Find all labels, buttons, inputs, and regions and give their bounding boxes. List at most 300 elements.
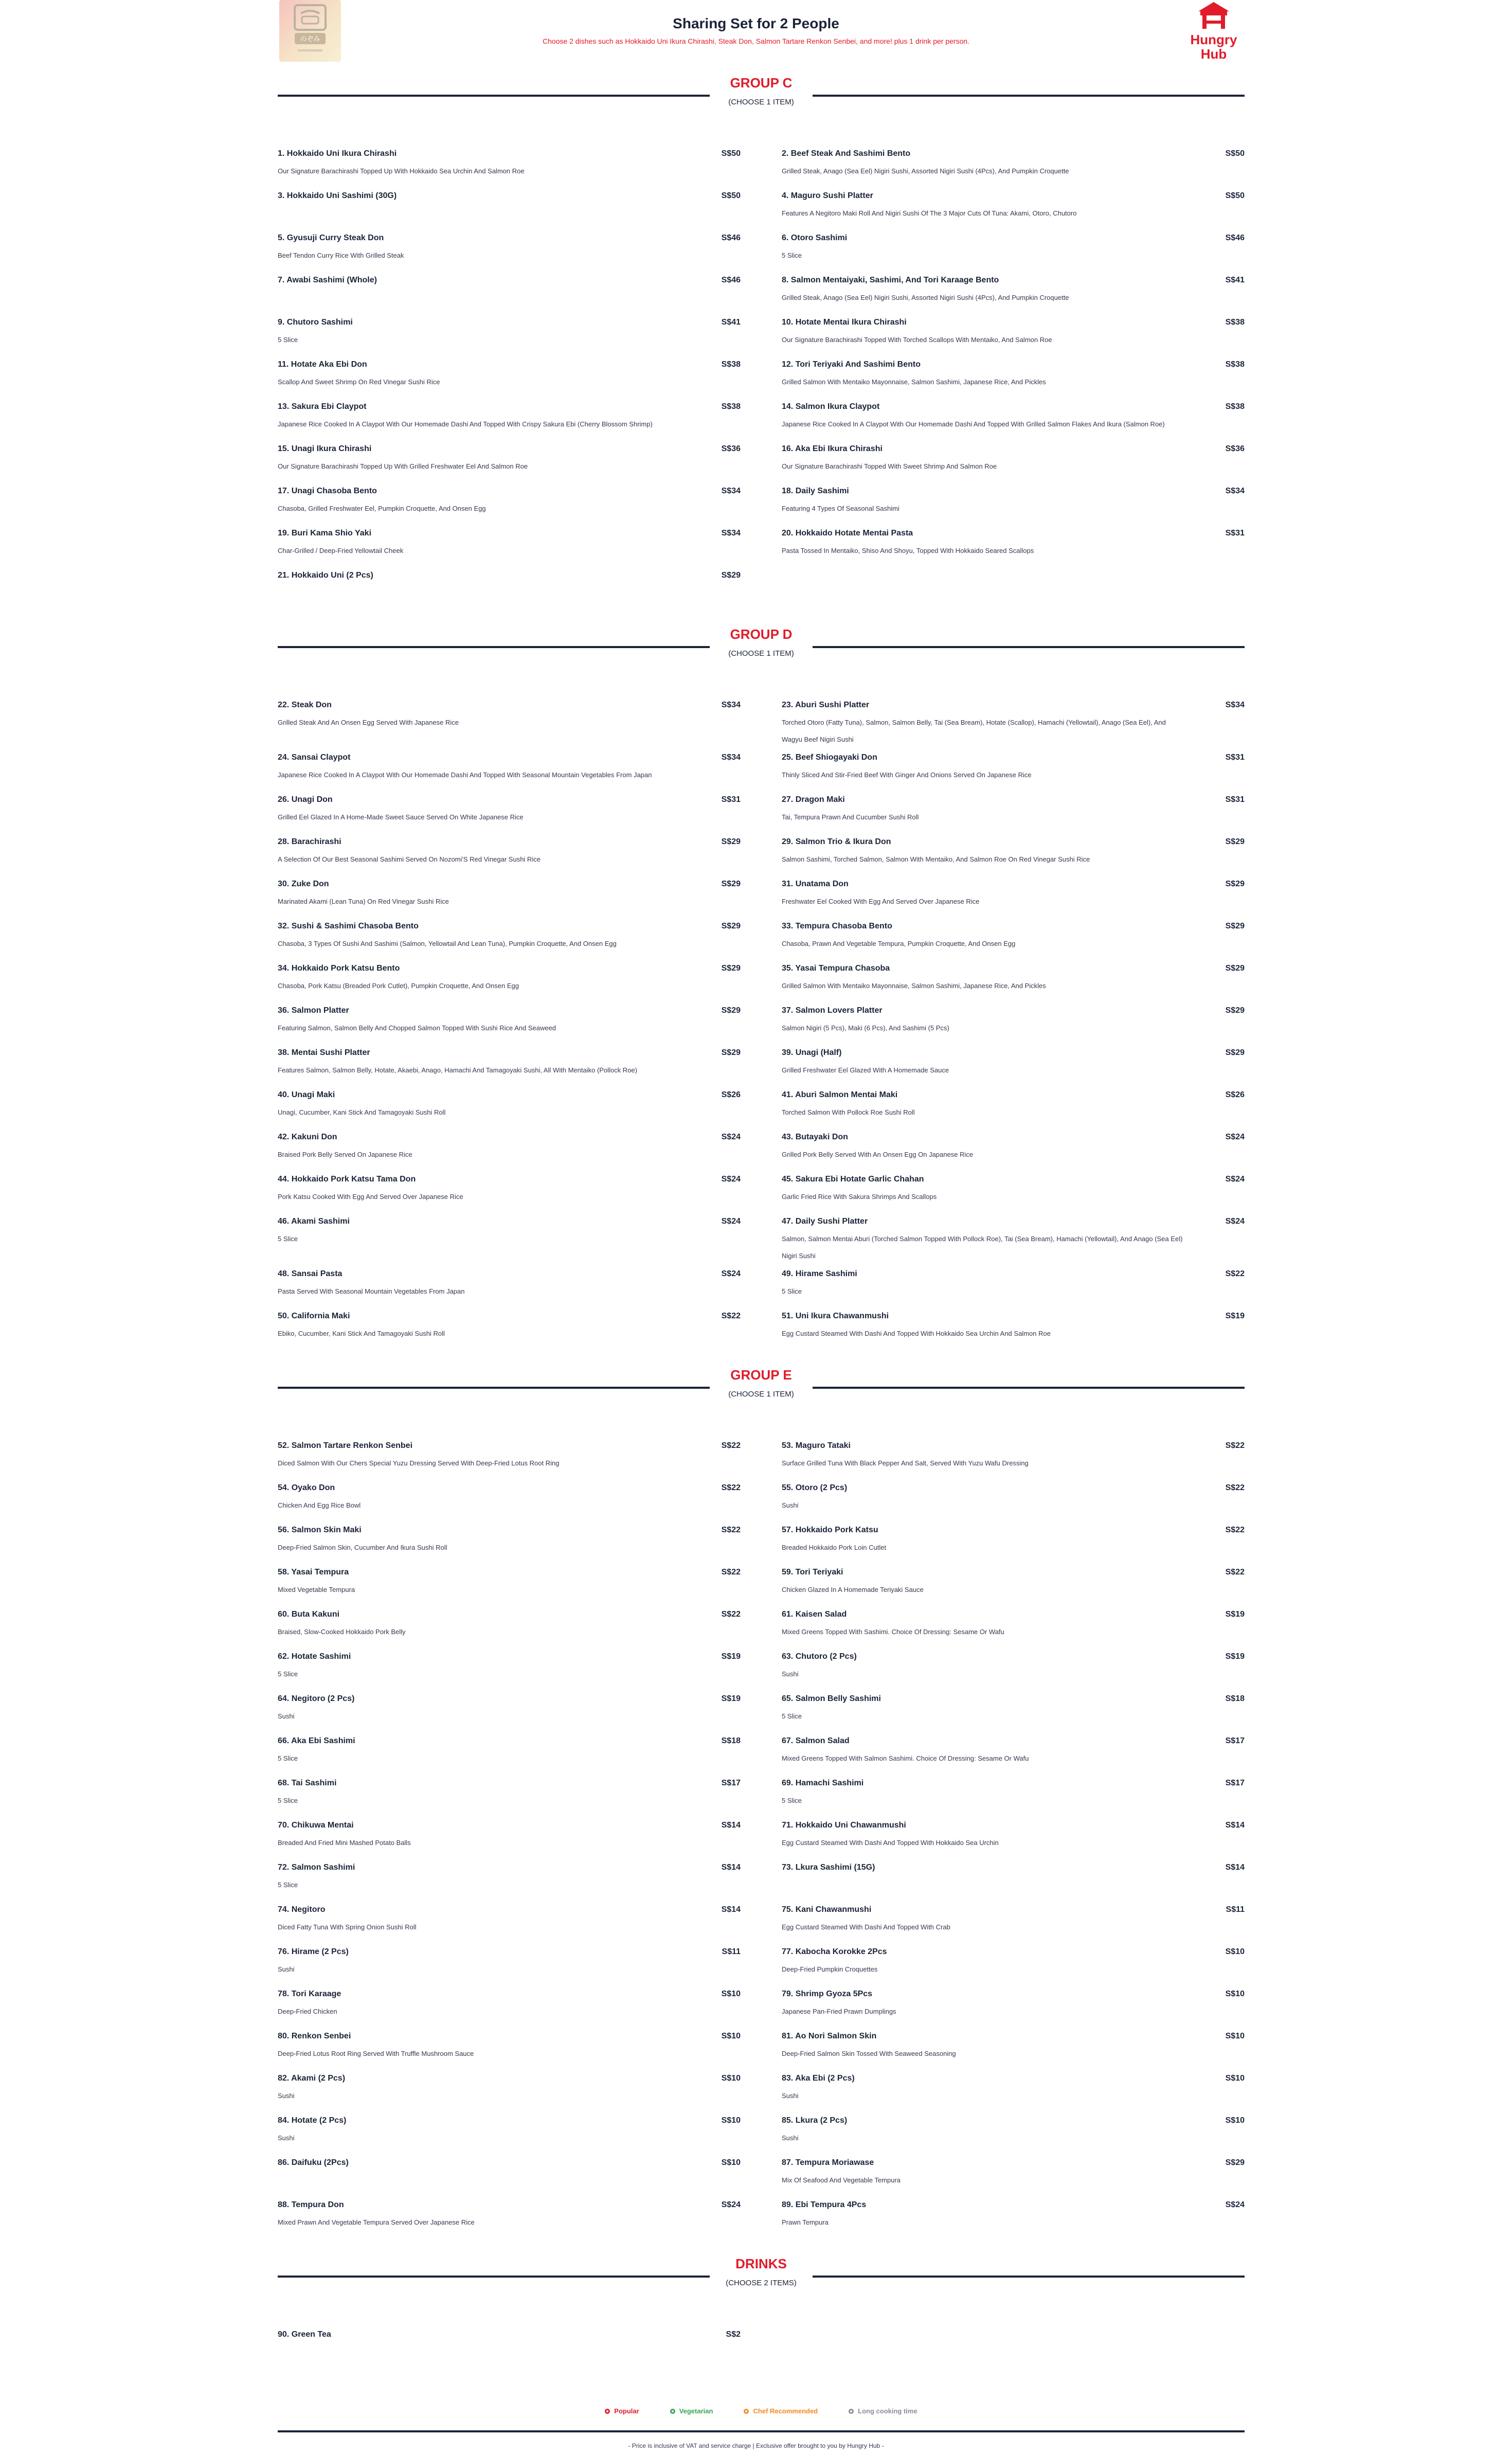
menu-item-name: 77. Kabocha Korokke 2Pcs: [782, 1947, 887, 1956]
menu-item: [278, 1779, 741, 1821]
menu-item-description: Beef Tendon Curry Rice With Grilled Steak: [278, 252, 404, 259]
menu-item-price: S$11: [1226, 1905, 1245, 1914]
menu-item-description: Salmon Nigiri (5 Pcs), Maki (6 Pcs), And Sashimi (5 Pcs): [782, 1024, 949, 1032]
menu-item-price: S$29: [721, 922, 741, 930]
menu-item-price: S$41: [721, 318, 741, 327]
menu-item-description: Grilled Steak, Anago (Sea Eel) Nigiri Sushi, Assorted Nigiri Sushi (4Pcs), And Pumpkin Croquette: [782, 294, 1069, 301]
menu-item-name: 83. Aka Ebi (2 Pcs): [782, 2074, 855, 2083]
menu-item-name: 34. Hokkaido Pork Katsu Bento: [278, 964, 400, 973]
menu-item-description: Deep-Fried Chicken: [278, 2008, 337, 2015]
menu-item: [278, 1821, 741, 1863]
menu-item-price: S$34: [721, 487, 741, 495]
menu-item: [782, 1312, 1245, 1354]
menu-item-description: Pasta Served With Seasonal Mountain Vegetables From Japan: [278, 1287, 465, 1295]
page-subtitle: Choose 2 dishes such as Hokkaido Uni Ikura Chirashi, Steak Don, Salmon Tartare Renkon Senbei, and more! plus 1 drink per person.: [542, 37, 970, 45]
menu-item-price: S$29: [1225, 964, 1245, 973]
menu-item: [782, 1175, 1245, 1217]
menu-item: [278, 1269, 741, 1312]
menu-item-name: 47. Daily Sushi Platter: [782, 1217, 868, 1226]
menu-item-name: 33. Tempura Chasoba Bento: [782, 922, 892, 930]
menu-item: [278, 149, 741, 191]
menu-item-name: 42. Kakuni Don: [278, 1133, 337, 1141]
menu-item-name: 13. Sakura Ebi Claypot: [278, 402, 367, 411]
menu-item-description: Sushi: [278, 2134, 295, 2142]
menu-item: [782, 1905, 1245, 1947]
menu-item: [782, 880, 1245, 922]
menu-item-price: S$19: [721, 1652, 741, 1661]
menu-item: [278, 1905, 741, 1947]
menu-item-description: Prawn Tempura: [782, 2218, 829, 2226]
menu-item: [278, 922, 741, 964]
menu-item-description: 5 Slice: [782, 1287, 802, 1295]
menu-item-name: 61. Kaisen Salad: [782, 1610, 847, 1619]
menu-item: [782, 1990, 1245, 2032]
menu-item-description: Grilled Salmon With Mentaiko Mayonnaise, Salmon Sashimi, Japanese Rice, And Pickles: [782, 378, 1046, 386]
menu-item: [278, 1652, 741, 1694]
menu-item-description: Grilled Steak, Anago (Sea Eel) Nigiri Sushi, Assorted Nigiri Sushi (4Pcs), And Pumpkin Croquette: [782, 167, 1069, 175]
menu-item-price: S$34: [721, 701, 741, 709]
menu-item: [782, 1526, 1245, 1568]
menu-item-name: 27. Dragon Maki: [782, 795, 845, 804]
menu-item-price: S$36: [1225, 444, 1245, 453]
menu-item: [782, 1441, 1245, 1483]
legend-label: Popular: [614, 2407, 639, 2415]
menu-item-description: 5 Slice: [782, 1712, 802, 1720]
menu-item-price: S$29: [721, 1006, 741, 1015]
menu-item-name: 65. Salmon Belly Sashimi: [782, 1694, 881, 1703]
menu-item-price: S$18: [1225, 1694, 1245, 1703]
menu-item-price: S$22: [1225, 1441, 1245, 1450]
menu-item-name: 30. Zuke Don: [278, 880, 329, 888]
menu-item-price: S$24: [721, 1217, 741, 1226]
menu-item: [278, 880, 741, 922]
menu-item: [782, 234, 1245, 276]
menu-item-description: 5 Slice: [278, 1797, 298, 1804]
menu-item: [782, 487, 1245, 529]
menu-item-description: Unagi, Cucumber, Kani Stick And Tamagoyaki Sushi Roll: [278, 1108, 446, 1116]
menu-item-name: 6. Otoro Sashimi: [782, 234, 848, 242]
menu-item-description: Our Signature Barachirashi Topped Up With Hokkaido Sea Urchin And Salmon Roe: [278, 167, 525, 175]
group-header: [278, 623, 1245, 672]
legend: [278, 2407, 1245, 2415]
menu-item-price: S$17: [721, 1779, 741, 1787]
menu-item-description: Japanese Rice Cooked In A Claypot With Our Homemade Dashi And Topped With Grilled Salmon Flakes And Ikura (Salmon Roe): [782, 420, 1165, 428]
group-title: GROUP E: [730, 1367, 792, 1383]
menu-item-description: Marinated Akami (Lean Tuna) On Red Vinegar Sushi Rice: [278, 898, 449, 905]
menu-item-description: Char-Grilled / Deep-Fried Yellowtail Cheek: [278, 547, 404, 554]
menu-item: [782, 1821, 1245, 1863]
menu-item-name: 81. Ao Nori Salmon Skin: [782, 2032, 877, 2040]
menu-item-price: S$10: [1225, 2032, 1245, 2040]
menu-item-name: 59. Tori Teriyaki: [782, 1568, 843, 1577]
menu-item-price: S$46: [1225, 234, 1245, 242]
menu-item-name: 57. Hokkaido Pork Katsu: [782, 1526, 878, 1534]
menu-item-description: Deep-Fried Salmon Skin Tossed With Seaweed Seasoning: [782, 2050, 956, 2057]
menu-item: [278, 360, 741, 402]
menu-item-name: 60. Buta Kakuni: [278, 1610, 340, 1619]
menu-item-description: Mixed Greens Topped With Sashimi. Choice Of Dressing: Sesame Or Wafu: [782, 1628, 1004, 1636]
menu-item-description: Our Signature Barachirashi Topped With Sweet Shrimp And Salmon Roe: [782, 462, 997, 470]
menu-item-price: S$10: [721, 2032, 741, 2040]
menu-item-name: 85. Lkura (2 Pcs): [782, 2116, 848, 2125]
menu-item: [278, 2116, 741, 2158]
menu-group: [278, 1364, 1245, 2253]
legend-entry: [670, 2407, 713, 2415]
menu-item-name: 11. Hotate Aka Ebi Don: [278, 360, 367, 369]
menu-item-name: 70. Chikuwa Mentai: [278, 1821, 354, 1830]
menu-item-name: 76. Hirame (2 Pcs): [278, 1947, 349, 1956]
menu-item-name: 46. Akami Sashimi: [278, 1217, 350, 1226]
menu-item-description: Sushi: [278, 1712, 295, 1720]
menu-item-name: 63. Chutoro (2 Pcs): [782, 1652, 857, 1661]
menu-item-price: S$14: [1225, 1821, 1245, 1830]
menu-item: [782, 149, 1245, 191]
menu-item-price: S$41: [1225, 276, 1245, 284]
menu-item-description: Torched Otoro (Fatty Tuna), Salmon, Salmon Belly, Tai (Sea Bream), Hotate (Scallop), Hamachi (Yellowtail), Anago (Sea Eel), And Wagyu Beef Nigiri Sushi: [782, 719, 1166, 743]
menu-item: [278, 795, 741, 837]
menu-item-name: 36. Salmon Platter: [278, 1006, 349, 1015]
menu-item-description: Garlic Fried Rice With Sakura Shrimps And Scallops: [782, 1193, 937, 1201]
menu-item-price: S$24: [1225, 1175, 1245, 1184]
menu-item-price: S$29: [1225, 880, 1245, 888]
group-divider: [813, 95, 1245, 97]
menu-item-description: Grilled Eel Glazed In A Home-Made Sweet Sauce Served On White Japanese Rice: [278, 813, 524, 821]
menu-item: [278, 1863, 741, 1905]
menu-item-description: Mix Of Seafood And Vegetable Tempura: [782, 2176, 901, 2184]
menu-item-name: 79. Shrimp Gyoza 5Pcs: [782, 1990, 873, 1998]
menu-item-name: 17. Unagi Chasoba Bento: [278, 487, 377, 495]
menu-item-name: 89. Ebi Tempura 4Pcs: [782, 2200, 867, 2209]
menu-item-description: Breaded And Fried Mini Mashed Potato Balls: [278, 1839, 411, 1847]
menu-item-name: 72. Salmon Sashimi: [278, 1863, 355, 1872]
menu-item: [278, 1217, 741, 1269]
menu-item-name: 73. Lkura Sashimi (15G): [782, 1863, 875, 1872]
menu-item-price: S$50: [1225, 191, 1245, 200]
menu-item-price: S$29: [1225, 2158, 1245, 2167]
menu-item: [278, 402, 741, 444]
menu-item: [278, 2074, 741, 2116]
menu-item-description: Grilled Pork Belly Served With An Onsen Egg On Japanese Rice: [782, 1151, 974, 1158]
menu-item: [278, 529, 741, 571]
menu-grid: [278, 1413, 1245, 2253]
menu-group: [278, 623, 1245, 1364]
menu-item-price: S$50: [721, 149, 741, 158]
menu-item-price: S$10: [1225, 1990, 1245, 1998]
menu-item-name: 68. Tai Sashimi: [278, 1779, 337, 1787]
menu-item-description: Egg Custard Steamed With Dashi And Topped With Hokkaido Sea Urchin And Salmon Roe: [782, 1330, 1051, 1337]
menu-grid: [278, 2302, 1245, 2383]
menu-item-price: S$19: [1225, 1652, 1245, 1661]
menu-item-price: S$38: [1225, 318, 1245, 327]
menu-item-name: 31. Unatama Don: [782, 880, 849, 888]
menu-item: [278, 1947, 741, 1990]
page-header: [0, 0, 1512, 67]
menu-item-price: S$31: [1225, 753, 1245, 762]
menu-item-description: Chasoba, Prawn And Vegetable Tempura, Pumpkin Croquette, And Onsen Egg: [782, 940, 1016, 947]
menu: [278, 72, 1245, 2383]
menu-item-name: 49. Hirame Sashimi: [782, 1269, 857, 1278]
menu-item: [782, 1006, 1245, 1048]
menu-item-name: 44. Hokkaido Pork Katsu Tama Don: [278, 1175, 416, 1184]
menu-item: [782, 191, 1245, 234]
menu-item-price: S$14: [1225, 1863, 1245, 1872]
menu-item: [782, 1947, 1245, 1990]
menu-item: [278, 753, 741, 795]
menu-item-price: S$29: [721, 1048, 741, 1057]
menu-item-description: Featuring Salmon, Salmon Belly And Chopped Salmon Topped With Sushi Rice And Seaweed: [278, 1024, 556, 1032]
menu-group: [278, 2253, 1245, 2383]
menu-item: [782, 922, 1245, 964]
group-divider: [813, 646, 1245, 648]
menu-item: [278, 701, 741, 753]
group-choose-note: (CHOOSE 1 ITEM): [728, 1390, 794, 1399]
menu-item-description: 5 Slice: [782, 252, 802, 259]
hungry-hub-logo: [1183, 0, 1245, 64]
menu-item-description: Deep-Fried Salmon Skin, Cucumber And Ikura Sushi Roll: [278, 1544, 447, 1551]
menu-item-price: S$10: [1225, 2116, 1245, 2125]
menu-item-description: Pork Katsu Cooked With Egg And Served Over Japanese Rice: [278, 1193, 463, 1201]
menu-item-description: Japanese Rice Cooked In A Claypot With Our Homemade Dashi And Topped With Seasonal Mountain Vegetables From Japan: [278, 771, 652, 779]
menu-item: [278, 1175, 741, 1217]
menu-item-name: 32. Sushi & Sashimi Chasoba Bento: [278, 922, 419, 930]
menu-item-price: S$31: [1225, 795, 1245, 804]
menu-item-name: 18. Daily Sashimi: [782, 487, 849, 495]
group-divider: [813, 1387, 1245, 1389]
menu-item: [782, 1217, 1245, 1269]
menu-item-price: S$46: [721, 234, 741, 242]
menu-grid: [278, 121, 1245, 623]
menu-item-description: Chasoba, Pork Katsu (Breaded Pork Cutlet), Pumpkin Croquette, And Onsen Egg: [278, 982, 519, 990]
menu-item-price: S$34: [1225, 487, 1245, 495]
menu-item-price: S$2: [726, 2330, 741, 2339]
menu-item-name: 40. Unagi Maki: [278, 1090, 335, 1099]
menu-item-description: Ebiko, Cucumber, Kani Stick And Tamagoyaki Sushi Roll: [278, 1330, 445, 1337]
menu-item-price: S$24: [721, 1175, 741, 1184]
hungry-hub-icon: [1193, 0, 1234, 30]
menu-item-name: 54. Oyako Don: [278, 1483, 335, 1492]
menu-item: [278, 1006, 741, 1048]
menu-item: [782, 276, 1245, 318]
menu-item-price: S$26: [721, 1090, 741, 1099]
menu-item-name: 2. Beef Steak And Sashimi Bento: [782, 149, 911, 158]
menu-item-price: S$29: [1225, 1006, 1245, 1015]
menu-item: [782, 1736, 1245, 1779]
hungry-hub-wordmark: Hungry Hub: [1190, 32, 1237, 62]
group-choose-note: (CHOOSE 1 ITEM): [728, 98, 794, 106]
menu-item-name: 24. Sansai Claypot: [278, 753, 351, 762]
menu-item-name: 37. Salmon Lovers Platter: [782, 1006, 883, 1015]
menu-item-description: Sushi: [782, 1501, 799, 1509]
menu-item-description: Braised Pork Belly Served On Japanese Rice: [278, 1151, 412, 1158]
legend-dot-icon: [744, 2409, 749, 2414]
menu-item: [782, 2200, 1245, 2243]
menu-item: [278, 1610, 741, 1652]
menu-item: [782, 753, 1245, 795]
menu-item-description: Pasta Tossed In Mentaiko, Shiso And Shoyu, Topped With Hokkaido Seared Scallops: [782, 547, 1034, 554]
menu-item-price: S$29: [1225, 1048, 1245, 1057]
menu-item-description: Salmon Sashimi, Torched Salmon, Salmon With Mentaiko, And Salmon Roe On Red Vinegar Sushi Rice: [782, 855, 1090, 863]
menu-item-price: S$31: [721, 795, 741, 804]
menu-item-price: S$22: [1225, 1269, 1245, 1278]
menu-item-name: 9. Chutoro Sashimi: [278, 318, 353, 327]
legend-entry: [744, 2407, 818, 2415]
menu-item-price: S$10: [721, 1990, 741, 1998]
menu-item-description: Mixed Vegetable Tempura: [278, 1586, 355, 1593]
menu-item-name: 23. Aburi Sushi Platter: [782, 701, 870, 709]
menu-item-name: 88. Tempura Don: [278, 2200, 344, 2209]
menu-item-price: S$10: [721, 2158, 741, 2167]
menu-item-price: S$14: [721, 1905, 741, 1914]
menu-item-description: Features A Negitoro Maki Roll And Nigiri Sushi Of The 3 Major Cuts Of Tuna: Akami, Otoro, Chutoro: [782, 209, 1077, 217]
menu-item-price: S$29: [721, 964, 741, 973]
menu-item-price: S$10: [1225, 2074, 1245, 2083]
menu-item-price: S$24: [721, 1133, 741, 1141]
menu-item-description: Grilled Salmon With Mentaiko Mayonnaise, Salmon Sashimi, Japanese Rice, And Pickles: [782, 982, 1046, 990]
menu-item-name: 15. Unagi Ikura Chirashi: [278, 444, 372, 453]
menu-item: [278, 1526, 741, 1568]
group-header: [278, 1364, 1245, 1413]
menu-item-price: S$22: [1225, 1483, 1245, 1492]
group-title: GROUP D: [730, 626, 793, 642]
menu-item-price: S$34: [1225, 701, 1245, 709]
menu-item-price: S$38: [721, 402, 741, 411]
menu-item-price: S$24: [721, 1269, 741, 1278]
menu-item-price: S$29: [721, 837, 741, 846]
menu-item: [278, 444, 741, 487]
menu-item: [278, 318, 741, 360]
menu-item-name: 43. Butayaki Don: [782, 1133, 848, 1141]
menu-item-price: S$22: [1225, 1526, 1245, 1534]
menu-item-price: S$19: [721, 1694, 741, 1703]
menu-item: [278, 1090, 741, 1133]
menu-item-name: 87. Tempura Moriawase: [782, 2158, 874, 2167]
menu-item-description: A Selection Of Our Best Seasonal Sashimi Served On Nozomi'S Red Vinegar Sushi Rice: [278, 855, 541, 863]
menu-item-description: Chicken Glazed In A Homemade Teriyaki Sauce: [782, 1586, 924, 1593]
menu-item-name: 12. Tori Teriyaki And Sashimi Bento: [782, 360, 921, 369]
menu-item-description: 5 Slice: [782, 1797, 802, 1804]
menu-item: [278, 2158, 741, 2200]
menu-item-name: 67. Salmon Salad: [782, 1736, 850, 1745]
menu-item-name: 3. Hokkaido Uni Sashimi (30G): [278, 191, 397, 200]
page-title: Sharing Set for 2 People: [673, 15, 839, 31]
footer-note: - Price is inclusive of VAT and service charge | Exclusive offer brought to you by Hungry Hub -: [628, 2442, 884, 2449]
menu-item-description: Torched Salmon With Pollock Roe Sushi Roll: [782, 1108, 915, 1116]
menu-item: [782, 360, 1245, 402]
menu-item: [782, 701, 1245, 753]
menu-item: [782, 2116, 1245, 2158]
menu-item: [782, 2032, 1245, 2074]
menu-item-description: 5 Slice: [278, 1670, 298, 1678]
menu-item-description: Egg Custard Steamed With Dashi And Topped With Crab: [782, 1923, 950, 1931]
menu-item-price: S$17: [1225, 1779, 1245, 1787]
menu-item: [278, 2200, 741, 2243]
menu-item: [278, 571, 741, 613]
menu-item-description: Scallop And Sweet Shrimp On Red Vinegar Sushi Rice: [278, 378, 440, 386]
legend-label: Long cooking time: [858, 2407, 917, 2415]
menu-item-name: 41. Aburi Salmon Mentai Maki: [782, 1090, 898, 1099]
menu-item-price: S$22: [1225, 1568, 1245, 1577]
menu-item-description: Sushi: [782, 2134, 799, 2142]
legend-entry: [849, 2407, 917, 2415]
menu-item: [278, 837, 741, 880]
menu-item-name: 20. Hokkaido Hotate Mentai Pasta: [782, 529, 913, 538]
menu-item-description: Diced Fatty Tuna With Spring Onion Sushi Roll: [278, 1923, 417, 1931]
menu-item-price: S$34: [721, 753, 741, 762]
group-divider: [278, 1387, 710, 1389]
menu-item-name: 21. Hokkaido Uni (2 Pcs): [278, 571, 373, 580]
menu-item-description: Sushi: [278, 1965, 295, 1973]
menu-item-price: S$24: [721, 2200, 741, 2209]
group-title: DRINKS: [735, 2256, 787, 2271]
menu-item-description: Tai, Tempura Prawn And Cucumber Sushi Roll: [782, 813, 919, 821]
menu-item-price: S$24: [1225, 1217, 1245, 1226]
menu-item-name: 25. Beef Shiogayaki Don: [782, 753, 877, 762]
menu-item-description: Grilled Steak And An Onsen Egg Served With Japanese Rice: [278, 719, 459, 726]
menu-item-description: Grilled Freshwater Eel Glazed With A Homemade Sauce: [782, 1066, 949, 1074]
menu-item-name: 86. Daifuku (2Pcs): [278, 2158, 349, 2167]
menu-item: [782, 1269, 1245, 1312]
menu-item-price: S$31: [1225, 529, 1245, 538]
menu-item: [278, 487, 741, 529]
menu-item-description: Deep-Fried Lotus Root Ring Served With Truffle Mushroom Sauce: [278, 2050, 474, 2057]
menu-item-name: 50. California Maki: [278, 1312, 350, 1320]
menu-item: [278, 1133, 741, 1175]
menu-item-name: 22. Steak Don: [278, 701, 332, 709]
menu-item-price: S$19: [1225, 1312, 1245, 1320]
menu-item-price: S$10: [721, 2074, 741, 2083]
menu-item-name: 56. Salmon Skin Maki: [278, 1526, 362, 1534]
menu-item-description: Egg Custard Steamed With Dashi And Topped With Hokkaido Sea Urchin: [782, 1839, 999, 1847]
menu-item-description: Thinly Sliced And Stir-Fried Beef With Ginger And Onions Served On Japanese Rice: [782, 771, 1032, 779]
menu-item: [278, 191, 741, 234]
menu-item-price: S$19: [1225, 1610, 1245, 1619]
legend-label: Vegetarian: [679, 2407, 713, 2415]
menu-item-name: 52. Salmon Tartare Renkon Senbei: [278, 1441, 413, 1450]
menu-item: [782, 1048, 1245, 1090]
menu-item: [782, 1694, 1245, 1736]
group-header: [278, 2253, 1245, 2302]
menu-item-description: Sushi: [782, 2092, 799, 2100]
menu-item: [782, 1652, 1245, 1694]
menu-item-description: Freshwater Eel Cooked With Egg And Served Over Japanese Rice: [782, 898, 980, 905]
menu-item-price: S$26: [1225, 1090, 1245, 1099]
menu-item: [278, 1694, 741, 1736]
menu-item: [782, 1568, 1245, 1610]
menu-item-description: Deep-Fried Pumpkin Croquettes: [782, 1965, 878, 1973]
legend-dot-icon: [605, 2409, 610, 2414]
menu-item: [278, 1048, 741, 1090]
menu-item-description: Mixed Greens Topped With Salmon Sashimi. Choice Of Dressing: Sesame Or Wafu: [782, 1754, 1029, 1762]
menu-item-price: S$24: [1225, 2200, 1245, 2209]
menu-item: [782, 318, 1245, 360]
menu-item-description: Surface Grilled Tuna With Black Pepper And Salt, Served With Yuzu Wafu Dressing: [782, 1459, 1029, 1467]
footer-divider: [278, 2430, 1245, 2432]
menu-item: [782, 529, 1245, 571]
menu-item: [278, 234, 741, 276]
menu-item: [782, 1133, 1245, 1175]
menu-item-name: 71. Hokkaido Uni Chawanmushi: [782, 1821, 906, 1830]
legend-label: Chef Recommended: [753, 2407, 818, 2415]
legend-dot-icon: [849, 2409, 854, 2414]
menu-item: [782, 2158, 1245, 2200]
menu-item: [278, 1568, 741, 1610]
legend-dot-icon: [670, 2409, 675, 2414]
menu-item: [782, 964, 1245, 1006]
menu-item: [782, 795, 1245, 837]
menu-item-name: 78. Tori Karaage: [278, 1990, 341, 1998]
menu-item-name: 16. Aka Ebi Ikura Chirashi: [782, 444, 883, 453]
menu-item-price: S$34: [721, 529, 741, 538]
